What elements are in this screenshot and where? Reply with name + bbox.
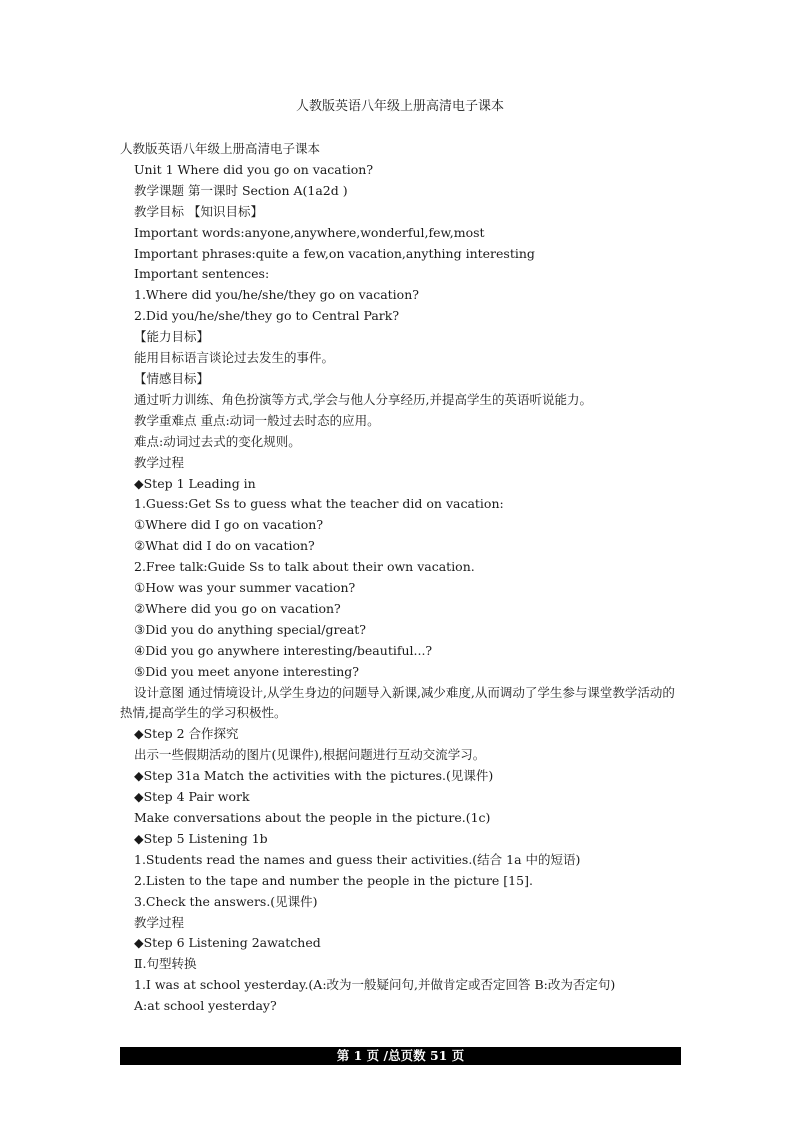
step-item: 1.Students read the names and guess their activities.(结合 1a 中的短语) (134, 851, 581, 867)
page-footer: 第 1 页 /总页数 51 页 (120, 1047, 681, 1065)
important-words: Important words:anyone,anywhere,wonderful,few,most (134, 224, 485, 240)
exercise-item: 1.I was at school yesterday.(A:改为一般疑问句,并做肯定或否定回答 B:改为否定句) (134, 977, 616, 993)
step-heading: ◆Step 31a Match the activities with the pictures.(见课件) (134, 768, 494, 784)
teaching-process-heading: 教学过程 (134, 454, 185, 470)
question-item: ②Where did you go on vacation? (134, 600, 341, 616)
question-item: ④Did you go anywhere interesting/beautiful...? (134, 642, 433, 658)
important-phrases: Important phrases:quite a few,on vacation,anything interesting (134, 245, 535, 261)
lesson-topic: 教学课题 第一课时 Section A(1a2d ) (134, 182, 348, 198)
question-item: ①Where did I go on vacation? (134, 517, 324, 533)
teaching-goals-heading: 教学目标 【知识目标】 (134, 203, 263, 219)
document-title: 人教版英语八年级上册高清电子课本 (120, 141, 321, 156)
step-item: 3.Check the answers.(见课件) (134, 893, 318, 909)
question-item: ①How was your summer vacation? (134, 580, 356, 596)
important-sentences-heading: Important sentences: (134, 266, 270, 282)
key-points: 教学重难点 重点:动词一般过去时态的应用。 (134, 412, 380, 428)
ability-goal-text: 能用目标语言谈论过去发生的事件。 (134, 350, 335, 366)
sentence-item: 1.Where did you/he/she/they go on vacation? (134, 287, 419, 303)
ability-goal-heading: 【能力目标】 (134, 329, 210, 345)
exercise-heading: Ⅱ.句型转换 (134, 956, 197, 972)
difficult-points: 难点:动词过去式的变化规则。 (134, 433, 301, 449)
exercise-item: A:at school yesterday? (134, 998, 277, 1014)
step-heading: ◆Step 5 Listening 1b (134, 830, 268, 846)
step-heading: ◆Step 2 合作探究 (134, 726, 239, 742)
step-heading: ◆Step 6 Listening 2awatched (134, 935, 321, 951)
step-item: 1.Guess:Get Ss to guess what the teacher did on vacation: (134, 496, 504, 512)
design-intent-paragraph: 设计意图 通过情境设计,从学生身边的问题导入新课,减少难度,从而调动了学生参与课堂教学活动的热情,提高学生的学习积极性。 (120, 684, 675, 721)
document-body (120, 139, 685, 1017)
question-item: ⑤Did you meet anyone interesting? (134, 663, 359, 679)
step-heading: ◆Step 1 Leading in (134, 475, 256, 491)
step-heading: ◆Step 4 Pair work (134, 789, 250, 805)
question-item: ②What did I do on vacation? (134, 538, 315, 554)
unit-title: Unit 1 Where did you go on vacation? (134, 161, 374, 177)
step-item: Make conversations about the people in the picture.(1c) (134, 810, 491, 825)
emotion-goal-text: 通过听力训练、角色扮演等方式,学会与他人分享经历,并提高学生的英语听说能力。 (134, 391, 592, 407)
sentence-item: 2.Did you/he/she/they go to Central Park? (134, 308, 400, 324)
page-header: 人教版英语八年级上册高清电子课本 (295, 99, 504, 114)
step-item: 出示一些假期活动的图片(见课件),根据问题进行互动交流学习。 (134, 747, 486, 763)
emotion-goal-heading: 【情感目标】 (134, 370, 210, 386)
teaching-process-heading: 教学过程 (134, 914, 185, 930)
step-item: 2.Free talk:Guide Ss to talk about their own vacation. (134, 559, 475, 575)
question-item: ③Did you do anything special/great? (134, 621, 367, 637)
step-item: 2.Listen to the tape and number the people in the picture [15]. (134, 872, 533, 888)
